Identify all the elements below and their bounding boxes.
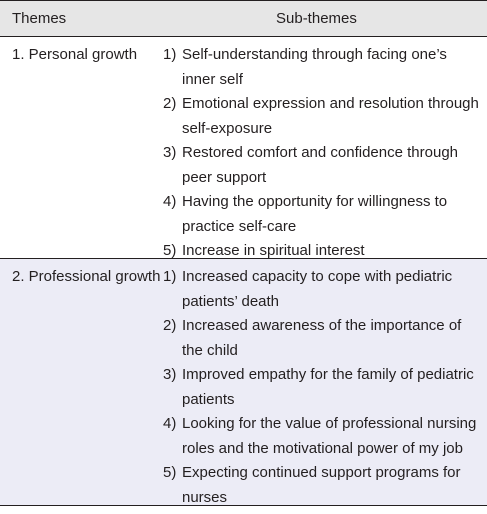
header-subthemes: Sub-themes — [276, 10, 357, 27]
header-themes: Themes — [12, 10, 67, 27]
subtheme-text: Increased capacity to cope with pediatric patients’ death — [182, 268, 453, 310]
subtheme-text: Expecting continued support programs for nurses — [182, 464, 461, 506]
subtheme-item — [163, 412, 483, 461]
subtheme-text: Having the opportunity for willingness to practice self-care — [182, 193, 448, 235]
subtheme-item — [163, 141, 483, 190]
subtheme-number: 1) — [163, 268, 177, 285]
subtheme-text: Increased awareness of the importance of the child — [182, 317, 462, 359]
subtheme-item — [163, 363, 483, 412]
subtheme-number: 5) — [163, 242, 177, 259]
subtheme-number: 4) — [163, 193, 177, 210]
subtheme-text: Emotional expression and resolution through self-exposure — [182, 95, 479, 137]
subtheme-item — [163, 461, 483, 510]
theme-personal-growth: 1. Personal growth — [12, 46, 138, 63]
subtheme-item — [163, 265, 483, 314]
subtheme-item — [163, 92, 483, 141]
subtheme-text: Looking for the value of professional nursing roles and the motivational power of my job — [182, 415, 477, 457]
theme-professional-growth: 2. Professional growth — [12, 268, 161, 285]
subtheme-text: Self-understanding through facing one’s inner self — [182, 46, 447, 88]
subtheme-number: 4) — [163, 415, 177, 432]
subtheme-number: 1) — [163, 46, 177, 63]
subtheme-item — [163, 314, 483, 363]
subtheme-item — [163, 190, 483, 239]
subtheme-text: Increase in spiritual interest — [182, 242, 365, 259]
subtheme-number: 2) — [163, 95, 177, 112]
subtheme-item — [163, 43, 483, 92]
subtheme-number: 2) — [163, 317, 177, 334]
subtheme-text: Restored comfort and confidence through peer support — [182, 144, 458, 186]
subtheme-list — [163, 43, 483, 264]
subtheme-text: Improved empathy for the family of pediatric patients — [182, 366, 474, 408]
subtheme-list — [163, 265, 483, 510]
table-row — [0, 37, 487, 259]
table-row — [0, 259, 487, 506]
subtheme-number: 3) — [163, 366, 177, 383]
subtheme-number: 5) — [163, 464, 177, 481]
table-header — [0, 0, 487, 37]
subtheme-number: 3) — [163, 144, 177, 161]
